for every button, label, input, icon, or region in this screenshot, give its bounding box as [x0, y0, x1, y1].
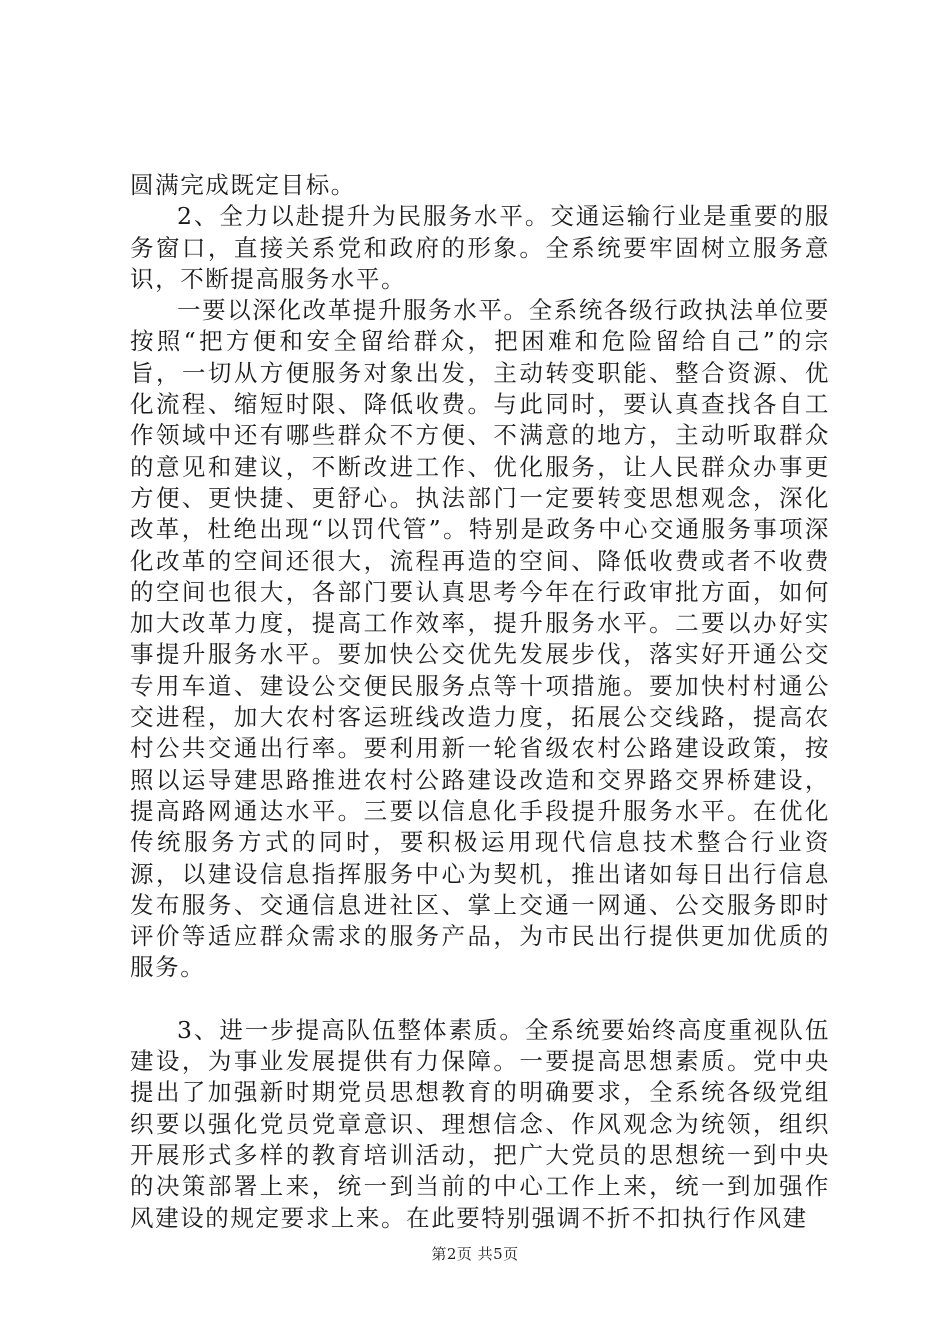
paragraph-continuation: 圆满完成既定目标。 — [130, 171, 356, 199]
page-footer: 第2页 共5页 — [431, 1245, 519, 1263]
paragraph-section-3: 3、进一步提高队伍整体素质。全系统要始终高度重视队伍建设，为事业发展提供有力保障。一要提高思想素质。党中央提出了加强新时期党员思想教育的明确要求，全系统各级党组织要以强化党员党章意识、理想信念、作风观念为统领，组织开展形式多样的教育培训活动，把广大党员的思想统一到中央的决策部署上来，统一到当前的中心工作上来，统一到加强作风建设的规定要求上来。在此要特别强调不折不扣执行作风建 — [130, 1015, 830, 1232]
paragraph-service-measures: 一要以深化改革提升服务水平。全系统各级行政执法单位要按照“把方便和安全留给群众，把困难和危险留给自己”的宗旨，一切从方便服务对象出发，主动转变职能、整合资源、优化流程、缩短时限、降低收费。与此同时，要认真查找各自工作领域中还有哪些群众不方便、不满意的地方，主动听取群众的意见和建议，不断改进工作、优化服务，让人民群众办事更方便、更快捷、更舒心。执法部门一定要转变思想观念，深化改革，杜绝出现“以罚代管”。特别是政务中心交通服务事项深化改革的空间还很大，流程再造的空间、降低收费或者不收费的空间也很大，各部门要认真思考今年在行政审批方面，如何加大改革力度，提高工作效率，提升服务水平。二要以办好实事提升服务水平。要加快公交优先发展步伐，落实好开通公交专用车道、建设公交便民服务点等十项措施。要加快村村通公交进程，加大农村客运班线改造力度，拓展公交线路，提高农村公共交通出行率。要利用新一轮省级农村公路建设政策，按照以运导建思路推进农村公路建设改造和交界路交界桥建设，提高路网通达水平。三要以信息化手段提升服务水平。在优化传统服务方式的同时，要积极运用现代信息技术整合行业资源，以建设信息指挥服务中心为契机，推出诸如每日出行信息发布服务、交通信息进社区、掌上交通一网通、公交服务即时评价等适应群众需求的服务产品，为市民出行提供更加优质的服务。 — [130, 296, 830, 982]
paragraph-gap — [130, 984, 830, 1015]
paragraph-section-2: 2、全力以赴提升为民服务水平。交通运输行业是重要的服务窗口，直接关系党和政府的形象。全系统要牢固树立服务意识，不断提高服务水平。 — [130, 202, 830, 293]
document-body — [130, 170, 830, 1234]
